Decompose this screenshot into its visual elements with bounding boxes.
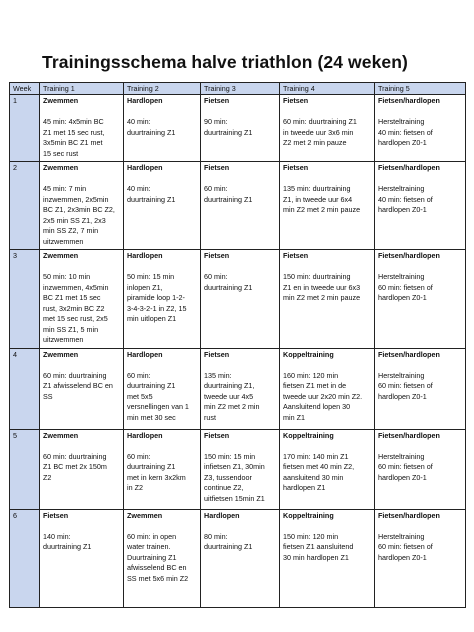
training-description: 80 min: duurtraining Z1	[204, 531, 253, 551]
training-cell	[124, 429, 201, 509]
training-sport: Hardlopen	[204, 510, 240, 520]
training-description: 60 min: duurtraining Z1 afwisselend BC en SS	[43, 370, 113, 401]
training-sport: Hardlopen	[127, 430, 163, 440]
training-sport: Fietsen/hardlopen	[378, 96, 440, 105]
training-description: 60 min: duurtraining Z1 BC met 2x 150m Z2	[43, 451, 107, 482]
training-cell	[375, 95, 466, 162]
training-cell	[280, 429, 375, 509]
training-cell	[280, 162, 375, 250]
training-sport: Zwemmen	[43, 349, 79, 359]
training-cell	[124, 348, 201, 429]
training-sport: Fietsen	[283, 96, 309, 105]
training-description: Hersteltraining 60 min: fietsen of hardlopen Z0-1	[378, 272, 433, 302]
training-sport: Fietsen	[204, 96, 230, 105]
training-sport: Fietsen	[204, 163, 230, 172]
training-cell	[40, 348, 124, 429]
training-description: Hersteltraining 60 min: fietsen of hardlopen Z0-1	[378, 370, 433, 401]
header-training-3: Training 3	[201, 83, 280, 95]
training-description: 140 min: duurtraining Z1	[43, 531, 92, 551]
training-cell	[280, 348, 375, 429]
training-description: 150 min: 15 min infietsen Z1, 30min Z3, tussendoor continue Z2, uitfietsen 15min Z1	[204, 451, 265, 503]
training-cell	[375, 250, 466, 349]
training-sport: Fietsen	[204, 430, 230, 440]
training-cell	[124, 95, 201, 162]
training-cell	[40, 162, 124, 250]
training-cell	[201, 509, 280, 607]
week-number-cell: 2	[10, 162, 40, 250]
table-row	[10, 95, 466, 162]
training-description: Hersteltraining 60 min: fietsen of hardlopen Z0-1	[378, 531, 433, 562]
training-description: 90 min: duurtraining Z1	[204, 117, 253, 137]
header-week: Week	[10, 83, 40, 95]
training-description: 135 min: duurtraining Z1, in tweede uur 6x4 min Z2 met 2 min pauze	[283, 184, 361, 214]
training-description: 170 min: 140 min Z1 fietsen met 40 min Z2, aansluitend 30 min hardlopen Z1	[283, 451, 355, 492]
training-description: 40 min: duurtraining Z1	[127, 184, 176, 204]
header-training-5: Training 5	[375, 83, 466, 95]
training-sport: Fietsen	[283, 163, 309, 172]
training-description: 60 min: duurtraining Z1 met 5x5 versnellingen van 1 min met 30 sec	[127, 370, 189, 422]
training-sport: Zwemmen	[43, 96, 79, 105]
training-sport: Hardlopen	[127, 251, 163, 260]
training-sport: Fietsen	[283, 251, 309, 260]
header-training-4: Training 4	[280, 83, 375, 95]
training-description: 50 min: 10 min inzwemmen, 4x5min BC Z1 met 15 sec rust, 3x2min BC Z2 met 15 sec rust, 2x5 min SS Z1, 5 min uitzwemmen	[43, 272, 109, 344]
training-cell	[40, 95, 124, 162]
training-description: 40 min: duurtraining Z1	[127, 117, 176, 137]
training-description: 45 min: 7 min inzwemmen, 2x5min BC Z1, 2x3min BC Z2, 2x5 min SS Z1, 2x3 min SS Z2, 7 min uitzwemmen	[43, 184, 115, 246]
training-sport: Hardlopen	[127, 349, 163, 359]
training-sport: Fietsen/hardlopen	[378, 510, 440, 520]
table-row	[10, 429, 466, 509]
training-cell	[40, 509, 124, 607]
training-cell	[40, 429, 124, 509]
week-number-cell: 4	[10, 348, 40, 429]
training-sport: Zwemmen	[43, 251, 79, 260]
training-description: 60 min: duurtraining Z1	[204, 272, 253, 292]
training-cell	[280, 250, 375, 349]
header-training-2: Training 2	[124, 83, 201, 95]
training-description: 60 min: duurtraining Z1	[204, 184, 253, 204]
training-description: Hersteltraining 40 min: fietsen of hardlopen Z0-1	[378, 117, 433, 147]
training-sport: Fietsen/hardlopen	[378, 163, 440, 172]
training-description: 60 min: duurtraining Z1 met in kern 3x2km in Z2	[127, 451, 186, 492]
training-description: 160 min: 120 min fietsen Z1 met in de tweede uur 2x20 min Z2. Aansluitend lopen 30 min Z1	[283, 370, 363, 422]
table-row	[10, 250, 466, 349]
training-cell	[375, 348, 466, 429]
training-sport: Fietsen	[43, 510, 69, 520]
training-description: 50 min: 15 min inlopen Z1, piramide loop 1-2- 3-4-3-2-1 in Z2, 15 min uitlopen Z1	[127, 272, 187, 323]
training-sport: Hardlopen	[127, 163, 163, 172]
training-cell	[201, 429, 280, 509]
schedule-table	[9, 82, 466, 608]
table-row	[10, 509, 466, 607]
training-sport: Hardlopen	[127, 96, 163, 105]
table-row	[10, 162, 466, 250]
table-header-row	[10, 83, 466, 95]
training-cell	[124, 250, 201, 349]
training-description: 150 min: 120 min fietsen Z1 aansluitend 30 min hardlopen Z1	[283, 531, 354, 562]
week-number-cell: 3	[10, 250, 40, 349]
training-sport: Fietsen/hardlopen	[378, 349, 440, 359]
training-cell	[280, 509, 375, 607]
training-sport: Koppeltraining	[283, 430, 334, 440]
training-description: Hersteltraining 60 min: fietsen of hardlopen Z0-1	[378, 451, 433, 482]
training-description: 45 min: 4x5min BC Z1 met 15 sec rust, 3x5min BC Z1 met 15 sec rust	[43, 117, 105, 158]
training-sport: Fietsen	[204, 349, 230, 359]
training-cell	[201, 250, 280, 349]
training-sport: Zwemmen	[127, 510, 163, 520]
training-cell	[375, 509, 466, 607]
training-cell	[201, 348, 280, 429]
week-number-cell: 5	[10, 429, 40, 509]
training-description: 60 min: duurtraining Z1 in tweede uur 3x6 min Z2 met 2 min pauze	[283, 117, 357, 147]
training-description: 60 min: in open water trainen. Duurtraining Z1 afwisselend BC en SS met 5x6 min Z2	[127, 531, 189, 583]
training-description: 135 min: duurtraining Z1, tweede uur 4x5 min Z2 met 2 min rust	[204, 370, 260, 422]
training-sport: Fietsen	[204, 251, 230, 260]
training-sport: Fietsen/hardlopen	[378, 251, 440, 260]
week-number-cell: 1	[10, 95, 40, 162]
training-sport: Zwemmen	[43, 163, 79, 172]
training-sport: Koppeltraining	[283, 510, 334, 520]
training-cell	[201, 95, 280, 162]
training-sport: Koppeltraining	[283, 349, 334, 359]
training-cell	[375, 162, 466, 250]
training-sport: Fietsen/hardlopen	[378, 430, 440, 440]
week-number-cell: 6	[10, 509, 40, 607]
training-cell	[201, 162, 280, 250]
training-cell	[124, 162, 201, 250]
training-cell	[280, 95, 375, 162]
table-row	[10, 348, 466, 429]
training-sport: Zwemmen	[43, 430, 79, 440]
training-cell	[124, 509, 201, 607]
header-training-1: Training 1	[40, 83, 124, 95]
training-description: Hersteltraining 40 min: fietsen of hardlopen Z0-1	[378, 184, 433, 214]
training-cell	[40, 250, 124, 349]
training-description: 150 min: duurtraining Z1 en in tweede uur 6x3 min Z2 met 2 min pauze	[283, 272, 361, 302]
training-cell	[375, 429, 466, 509]
page-title: Trainingsschema halve triathlon (24 weken)	[42, 52, 408, 72]
